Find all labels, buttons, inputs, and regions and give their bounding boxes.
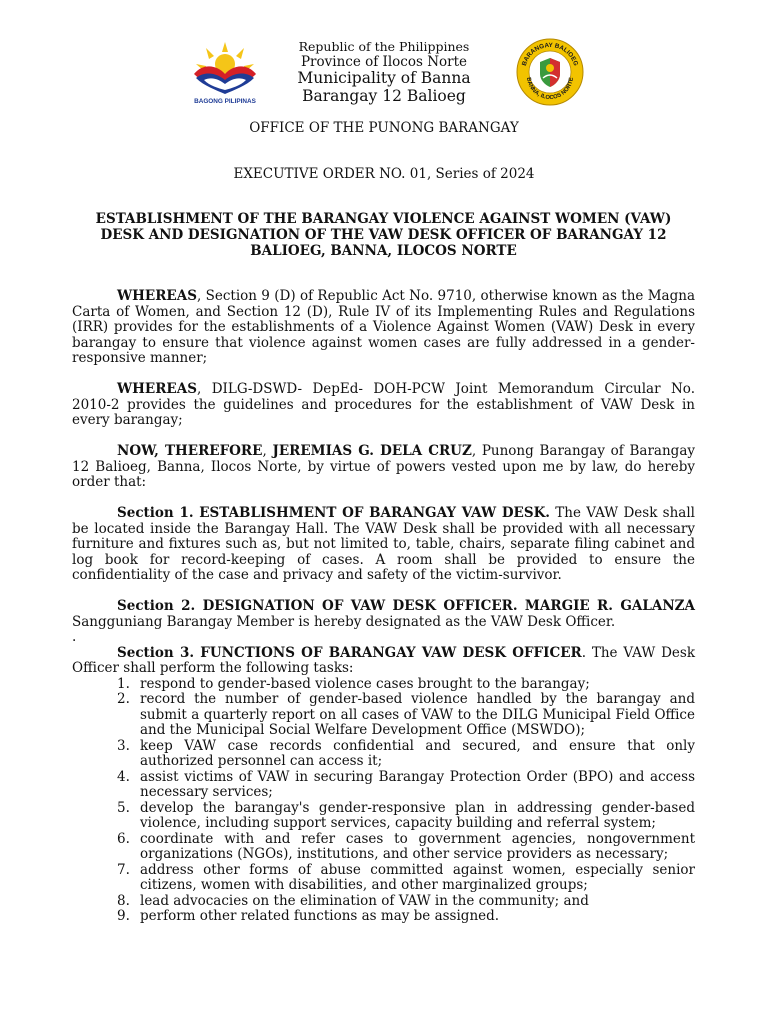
section-3-text: . The VAW Desk Officer shall perform the following tasks: <box>72 644 696 676</box>
document-body <box>72 289 695 925</box>
section-1-paragraph <box>72 506 695 584</box>
section-1-text: The VAW Desk shall be located inside the Barangay Hall. The VAW Desk shall be provided with all necessary furniture and fixtures such as, but not limited to, table, chairs, separate filing cabinet and log book for record-keeping of cases. A room shall be provided to ensure the confidentiality of the case and privacy and safety of the victim-survivor. <box>72 505 695 583</box>
list-item: 3. keep VAW case records confidential and secured, and ensure that only authorized personnel can access it; <box>117 737 695 769</box>
list-item: 2. record the number of gender-based violence handled by the barangay and submit a quarterly report on all cases of VAW to the DILG Municipal Field Office and the Municipal Social Welfare Development Office (MSWDO); <box>117 691 695 738</box>
section-1-heading: Section 1. ESTABLISHMENT OF BARANGAY VAW DESK. <box>117 505 550 521</box>
seal-text-top: BARANGAY BALIOEG <box>520 41 580 67</box>
whereas-lead: WHEREAS <box>117 381 197 397</box>
whereas-text: , Section 9 (D) of Republic Act No. 9710, otherwise known as the Magna Carta of Women, and Section 12 (D), Rule IV of its Implementing Rules and Regulations (IRR) provides for the establishments of a Violence Against Women (VAW) Desk in every barangay to ensure that violence against women cases are fully addressed in a gender-responsive manner; <box>72 288 695 366</box>
list-item: 4. assist victims of VAW in securing Barangay Protection Order (BPO) and access necessary services; <box>117 768 695 800</box>
stray-mark: . <box>72 629 77 645</box>
logo-left-text: BAGONG PILIPINAS <box>194 98 256 105</box>
section-3-heading: Section 3. FUNCTIONS OF BARANGAY VAW DESK OFFICER <box>117 644 582 661</box>
section-2-text: Sangguniang Barangay Member is hereby designated as the VAW Desk Officer. <box>72 613 616 630</box>
seal-text-bottom: BANNA, ILOCOS NORTE <box>524 76 576 102</box>
list-item: 1. respond to gender-based violence cases brought to the barangay; <box>117 675 590 692</box>
office-title: OFFICE OF THE PUNONG BARANGAY <box>249 120 519 136</box>
whereas-text: , DILG-DSWD- DepEd- DOH-PCW Joint Memorandum Circular No. 2010-2 provides the guidelines and procedures for the establishment of VAW Desk in every barangay; <box>72 381 695 428</box>
list-item: 8. lead advocacies on the elimination of VAW in the community; and <box>117 892 589 909</box>
task-list <box>72 677 695 925</box>
header-province: Province of Ilocos Norte <box>300 54 468 70</box>
section-2-heading: Section 2. DESIGNATION OF VAW DESK OFFICER. MARGIE R. GALANZA <box>117 598 695 614</box>
header-municipality: Municipality of Banna <box>297 69 471 87</box>
executive-order-number: EXECUTIVE ORDER NO. 01, Series of 2024 <box>233 166 535 182</box>
list-item: 7. address other forms of abuse committed against women, especially senior citizens, women with disabilities, and other marginalized groups; <box>117 861 695 893</box>
punong-barangay-name: JEREMIAS G. DELA CRUZ <box>272 443 472 459</box>
list-item: 9. perform other related functions as may be assigned. <box>117 908 500 924</box>
now-therefore-paragraph: NOW, THEREFORE, JEREMIAS G. DELA CRUZ, Punong Barangay of Barangay 12 Balioeg, Banna, Ilocos Norte, by virtue of powers vested upon me by law, do hereby order that: <box>72 443 695 490</box>
section-3-paragraph <box>72 646 695 677</box>
whereas-lead: WHEREAS <box>117 288 197 304</box>
header-barangay: Barangay 12 Balioeg <box>302 87 466 105</box>
section-2-paragraph <box>72 599 695 630</box>
document-title: ESTABLISHMENT OF THE BARANGAY VIOLENCE AGAINST WOMEN (VAW) DESK AND DESIGNATION OF THE VAW DESK OFFICER OF BARANGAY 12 BALIOEG, BANNA, ILOCOS NORTE <box>95 211 672 259</box>
list-item: 5. develop the barangay's gender-responsive plan in addressing gender-based violence, including support services, capacity building and referral system; <box>117 799 695 831</box>
now-therefore-lead: NOW, THEREFORE <box>117 443 263 459</box>
now-therefore-text: , Punong Barangay of Barangay 12 Balioeg, Banna, Ilocos Norte, by virtue of powers vested upon me by law, do hereby order that: <box>72 443 695 490</box>
list-item: 6. coordinate with and refer cases to government agencies, nongovernment organizations (NGOs), institutions, and other service providers as necessary; <box>117 830 695 862</box>
whereas-paragraph-2 <box>72 382 695 429</box>
whereas-paragraph-1 <box>72 289 695 367</box>
header-republic: Republic of the Philippines <box>298 39 470 54</box>
